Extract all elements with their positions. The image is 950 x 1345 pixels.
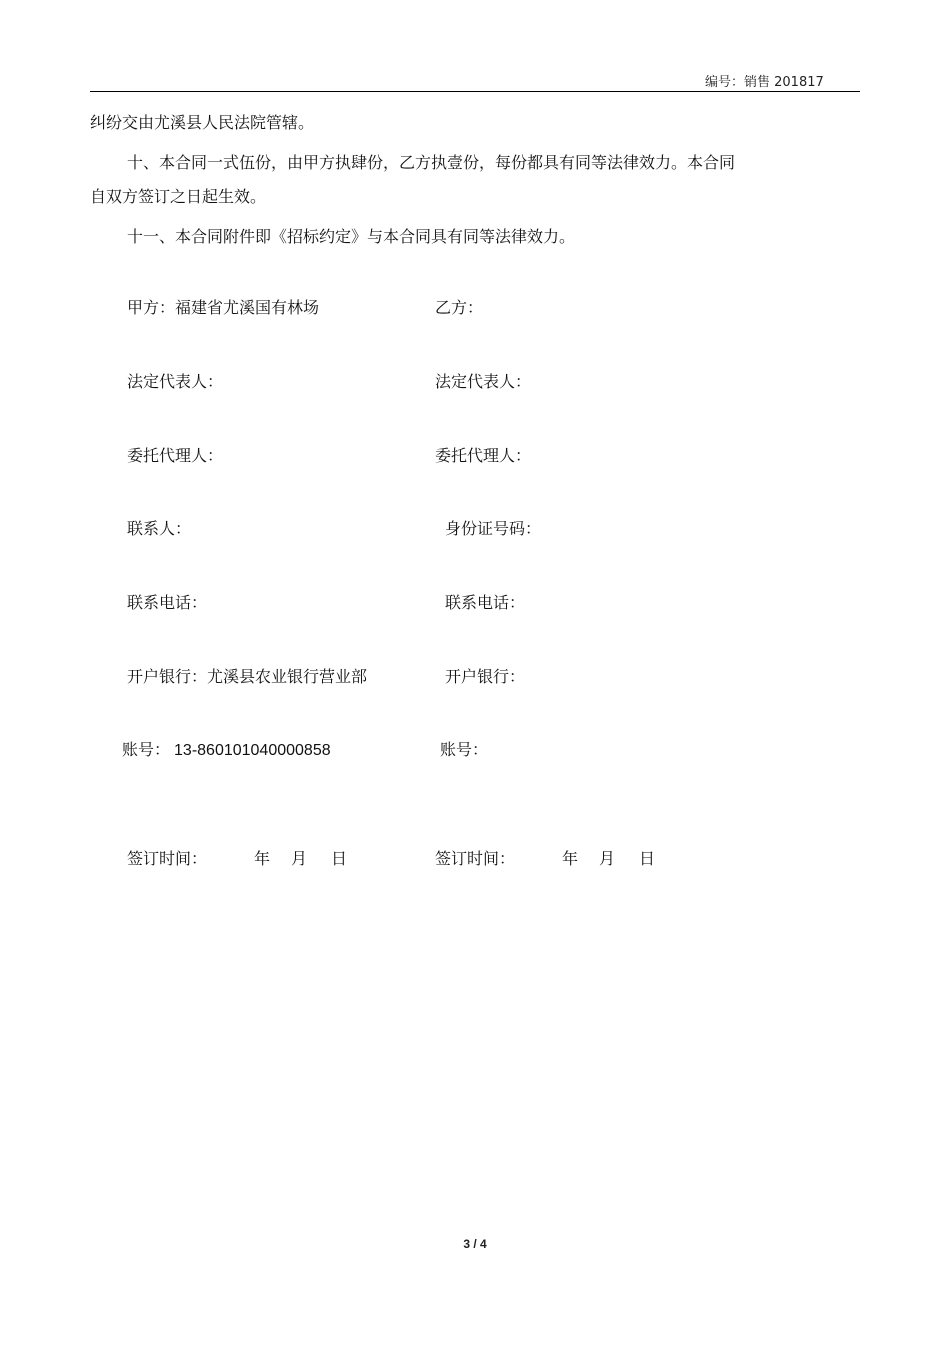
party-a-agent: 委托代理人： xyxy=(127,446,224,465)
party-b-sign-date-label: 签订时间： xyxy=(435,849,516,868)
paragraph-clause-10-line1: 十、本合同一式伍份，由甲方执肆份，乙方执壹份，每份都具有同等法律效力。本合同 xyxy=(127,153,736,172)
party-b-phone: 联系电话： xyxy=(445,593,526,612)
party-b-account-label: 账号： xyxy=(440,740,489,759)
header-divider xyxy=(90,91,860,92)
party-b-month-unit: 月 xyxy=(599,849,616,868)
party-a-sign-date-label: 签订时间： xyxy=(127,849,208,868)
party-a-day-unit: 日 xyxy=(331,849,348,868)
party-b-day-unit: 日 xyxy=(639,849,656,868)
party-b-bank: 开户银行： xyxy=(445,667,526,686)
page-number: 3 / 4 xyxy=(463,1237,487,1251)
party-b-legal-rep: 法定代表人： xyxy=(435,372,532,391)
party-a-month-unit: 月 xyxy=(291,849,308,868)
party-b-year-unit: 年 xyxy=(562,849,579,868)
document-number: 编号：销售 201817 xyxy=(705,75,824,90)
party-b-name: 乙方： xyxy=(435,298,484,317)
paragraph-jurisdiction: 纠纷交由尤溪县人民法院管辖。 xyxy=(90,113,315,132)
party-a-name: 甲方：福建省尤溪国有林场 xyxy=(127,298,320,317)
paragraph-clause-11: 十一、本合同附件即《招标约定》与本合同具有同等法律效力。 xyxy=(127,227,576,246)
party-a-account-value: 13-860101040000858 xyxy=(174,742,331,759)
party-a-phone: 联系电话： xyxy=(127,593,208,612)
paragraph-clause-10-line2: 自双方签订之日起生效。 xyxy=(90,187,267,206)
party-a-legal-rep: 法定代表人： xyxy=(127,372,224,391)
party-a-bank: 开户银行：尤溪县农业银行营业部 xyxy=(127,667,368,686)
party-b-id-number: 身份证号码： xyxy=(445,519,542,538)
party-a-account xyxy=(122,740,331,761)
party-a-account-label: 账号： xyxy=(122,740,171,759)
party-a-year-unit: 年 xyxy=(254,849,271,868)
party-a-contact: 联系人： xyxy=(127,519,192,538)
party-b-agent: 委托代理人： xyxy=(435,446,532,465)
